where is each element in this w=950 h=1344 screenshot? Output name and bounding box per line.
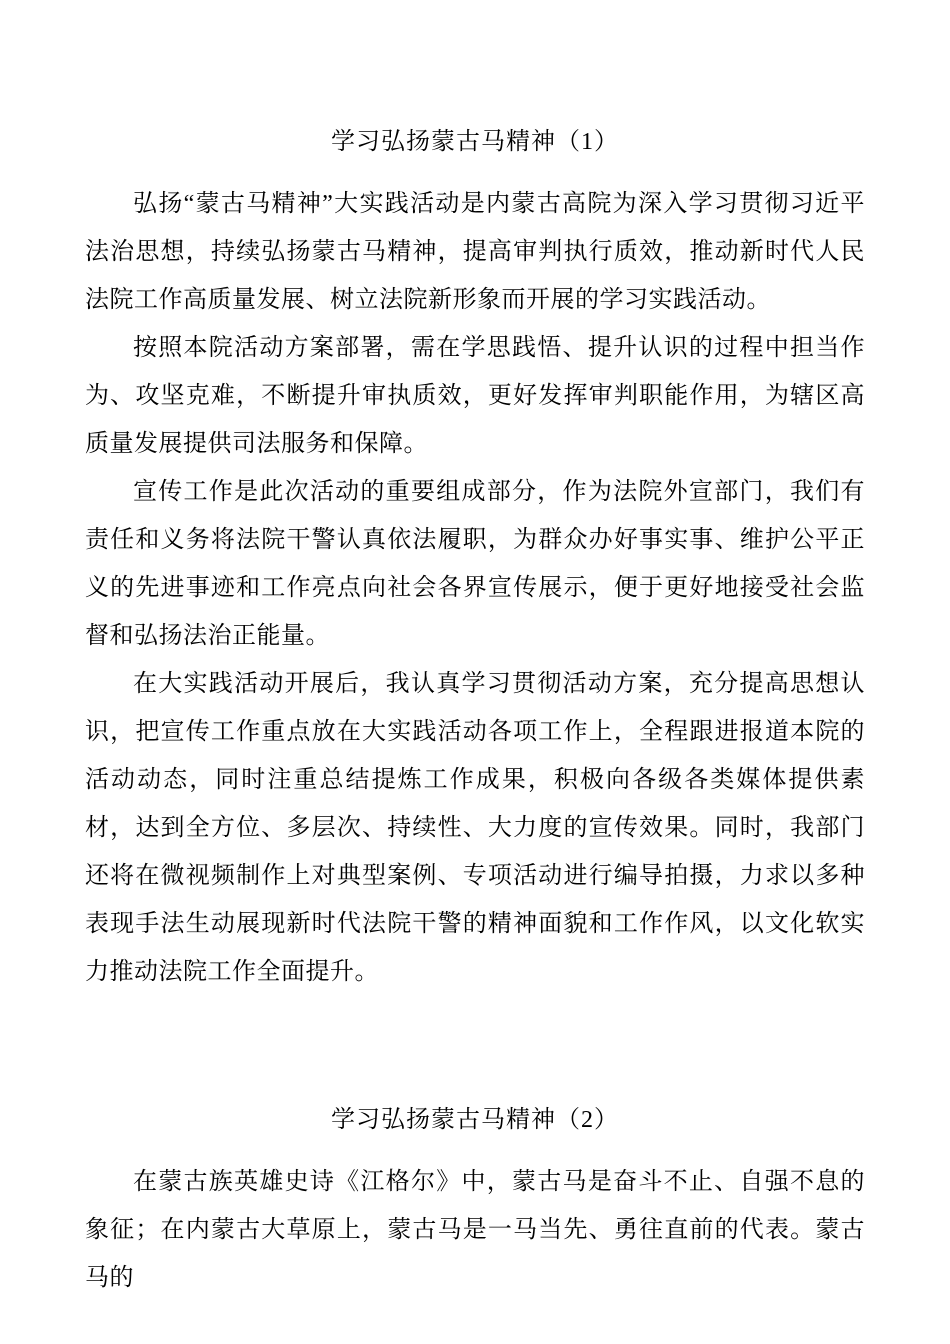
section-1-paragraph-3: 宣传工作是此次活动的重要组成部分，作为法院外宣部门，我们有责任和义务将法院干警认真依法履职，为群众办好事实事、维护公平正义的先进事迹和工作亮点向社会各界宣传展示，便于更好地接受社会监督和弘扬法治正能量。 [85,479,865,649]
section-divider-space [85,996,865,1096]
section-1-paragraph-4: 在大实践活动开展后，我认真学习贯彻活动方案，充分提高思想认识，把宣传工作重点放在大实践活动各项工作上，全程跟进报道本院的活动动态，同时注重总结提炼工作成果，积极向各级各类媒体提供素材，达到全方位、多层次、持续性、大力度的宣传效果。同时，我部门还将在微视频制作上对典型案例、专项活动进行编导拍摄，力求以多种表现手法生动展现新时代法院干警的精神面貌和工作作风，以文化软实力推动法院工作全面提升。 [85,671,865,985]
section-1-title: 学习弘扬蒙古马精神（1） [331,129,619,155]
section-1 [85,118,865,996]
section-1-paragraph-1: 弘扬“蒙古马精神”大实践活动是内蒙古高院为深入学习贯彻习近平法治思想，持续弘扬蒙古马精神，提高审判执行质效，推动新时代人民法院工作高质量发展、树立法院新形象而开展的学习实践活动。 [85,191,865,313]
section-1-paragraph-2: 按照本院活动方案部署，需在学思践悟、提升认识的过程中担当作为、攻坚克难，不断提升审执质效，更好发挥审判职能作用，为辖区高质量发展提供司法服务和保障。 [85,335,865,457]
section-2-title: 学习弘扬蒙古马精神（2） [331,1107,619,1133]
section-2-paragraph-1: 在蒙古族英雄史诗《江格尔》中，蒙古马是奋斗不止、自强不息的象征；在内蒙古大草原上，蒙古马是一马当先、勇往直前的代表。蒙古马的 [85,1169,865,1291]
section-2 [85,1096,865,1302]
